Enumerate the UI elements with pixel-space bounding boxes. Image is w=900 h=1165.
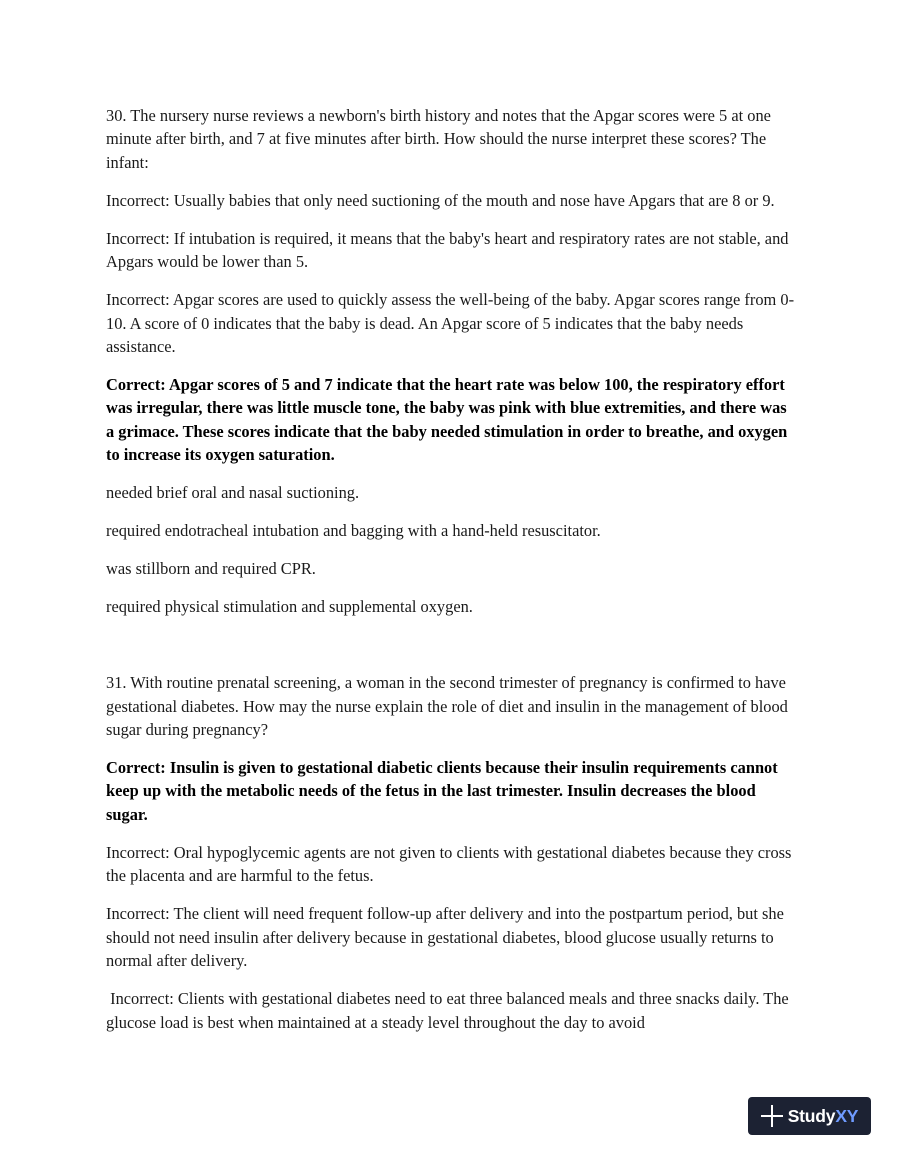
- q30-option-4: required physical stimulation and supplemental oxygen.: [106, 597, 473, 617]
- studyxy-logo[interactable]: [748, 1097, 871, 1135]
- q30-option-3: was stillborn and required CPR.: [106, 559, 316, 579]
- document-page: [106, 104, 796, 1049]
- q31-feedback-correct: Correct: Insulin is given to gestational diabetic clients because their insulin requirements cannot keep up with the metabolic needs of the fetus in the last trimester. Insulin decreases the blood sugar.: [106, 758, 778, 824]
- q30-feedback-correct: Correct: Apgar scores of 5 and 7 indicate that the heart rate was below 100, the respiratory effort was irregular, there was little muscle tone, the baby was pink with blue extremities, and there was a grimace. These scores indicate that the baby needed stimulation in order to breathe, and oxygen to increase its oxygen saturation.: [106, 375, 788, 465]
- question-30-text: 30. The nursery nurse reviews a newborn's birth history and notes that the Apgar scores were 5 at one minute after birth, and 7 at five minutes after birth. How should the nurse interpret these scores? The infant:: [106, 106, 771, 172]
- question-spacer: [106, 633, 796, 671]
- q31-feedback-2: Incorrect: Oral hypoglycemic agents are not given to clients with gestational diabetes because they cross the placenta and are harmful to the fetus.: [106, 842, 792, 886]
- question-31-text: 31. With routine prenatal screening, a woman in the second trimester of pregnancy is confirmed to have gestational diabetes. How may the nurse explain the role of diet and insulin in the management of blood sugar during pregnancy?: [106, 673, 788, 740]
- logo-name-main: Study: [787, 1105, 836, 1126]
- q30-feedback-2: Incorrect: If intubation is required, it means that the baby's heart and respiratory rates are not stable, and Apgars would be lower than 5.: [106, 228, 789, 272]
- logo-name-accent: XY: [835, 1105, 859, 1126]
- q30-feedback-3: Incorrect: Apgar scores are used to quickly assess the well-being of the baby. Apgar scores range from 0-10. A score of 0 indicates that the baby is dead. An Apgar score of 5 indicates that the baby needs assistance.: [106, 290, 795, 357]
- logo-text: [788, 1106, 859, 1127]
- q30-option-1: needed brief oral and nasal suctioning.: [106, 483, 360, 503]
- q31-feedback-4: Incorrect: Clients with gestational diabetes need to eat three balanced meals and three snacks daily. The glucose load is best when maintained at a steady level throughout the day to avoid: [106, 989, 793, 1032]
- q31-feedback-3: Incorrect: The client will need frequent follow-up after delivery and into the postpartum period, but she should not need insulin after delivery because in gestational diabetes, blood glucose usually returns to normal after delivery.: [106, 904, 784, 971]
- q30-feedback-1: Incorrect: Usually babies that only need suctioning of the mouth and nose have Apgars that are 8 or 9.: [106, 190, 775, 210]
- q30-option-2: required endotracheal intubation and bagging with a hand-held resuscitator.: [106, 521, 601, 541]
- plus-icon: [761, 1105, 783, 1127]
